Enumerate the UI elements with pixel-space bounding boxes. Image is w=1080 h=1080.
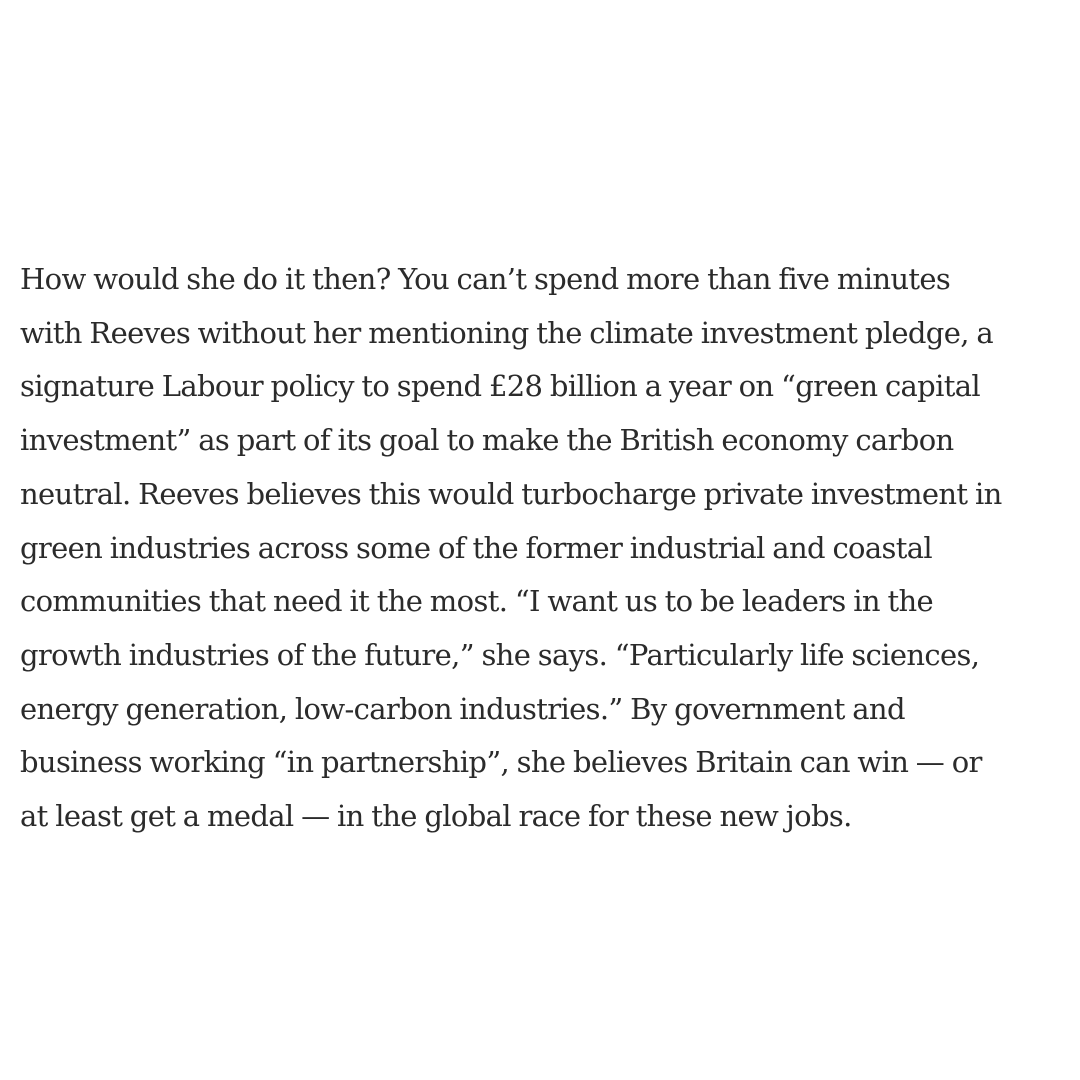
paragraph-line: communities that need it the most. “I want us to be leaders in the <box>20 584 933 619</box>
paragraph-line: at least get a medal — in the global race for these new jobs. <box>20 799 852 834</box>
paragraph-line: How would she do it then? You can’t spend more than five minutes <box>20 262 951 296</box>
paragraph-line: business working “in partnership”, she believes Britain can win — or <box>20 745 982 780</box>
paragraph-line: energy generation, low-carbon industries.” By government and <box>20 691 905 726</box>
paragraph-line: growth industries of the future,” she says. “Particularly life sciences, <box>20 637 980 672</box>
paragraph-line: signature Labour policy to spend £28 billion a year on “green capital <box>20 369 980 404</box>
paragraph-line: with Reeves without her mentioning the climate investment pledge, a <box>20 315 993 350</box>
paragraph-line: investment” as part of its goal to make the British economy carbon <box>20 423 954 458</box>
article-paragraph <box>20 253 1060 844</box>
paragraph-line: neutral. Reeves believes this would turbocharge private investment in <box>20 476 1002 511</box>
paragraph-line: green industries across some of the former industrial and coastal <box>20 530 932 565</box>
